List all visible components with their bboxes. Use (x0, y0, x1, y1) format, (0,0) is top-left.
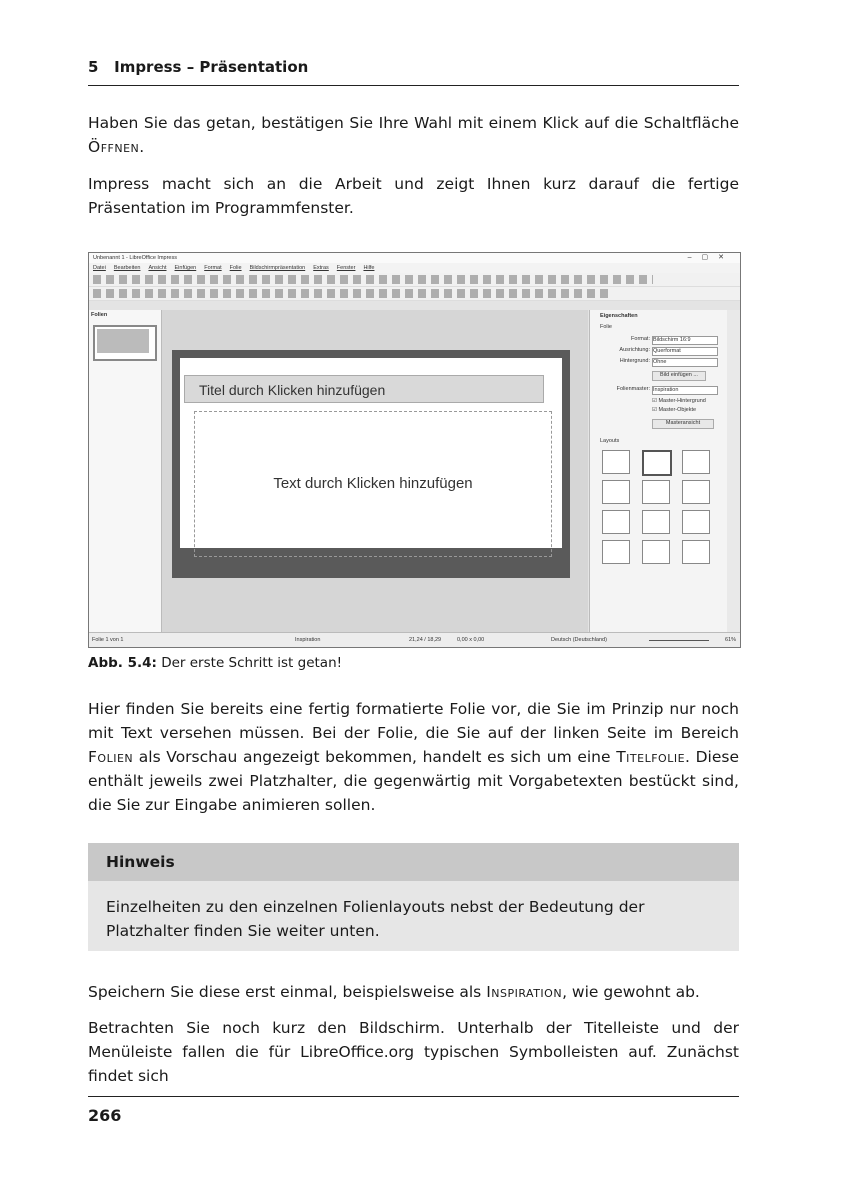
layout-centered-text[interactable] (682, 480, 710, 504)
term-titelfolie: Titelfolie (616, 748, 686, 766)
figure-caption (88, 655, 342, 671)
paragraph-intro-2: Impress macht sich an die Arbeit und zeigt Ihnen kurz darauf die fertige Präsentation im Programmfenster. (88, 175, 739, 217)
status-bar (89, 632, 740, 648)
term-inspiration: Inspiration (486, 983, 563, 1001)
status-position: 21,24 / 18,29 (409, 637, 442, 643)
layout-6content[interactable] (682, 540, 710, 564)
insert-image-button[interactable]: Bild einfügen ... (652, 371, 706, 381)
status-slide-count: Folie 1 von 1 (92, 637, 124, 643)
slide-editor (162, 310, 588, 632)
caption-text: Der erste Schritt ist getan! (156, 655, 343, 671)
menu-item-5[interactable]: Folie (229, 265, 242, 271)
layout-content-over[interactable] (602, 540, 630, 564)
menu-item-6[interactable]: Bildschirmpräsentation (249, 265, 306, 271)
page-number: 266 (88, 1106, 122, 1125)
paragraph-body-1: Hier finden Sie bereits eine fertig formatierte Folie vor, die Sie im Prinzip nur noch mit Text versehen müssen. Bei der Folie, die Sie auf der linken Seite im Bereich Folien als Vorschau angezeigt bekommen, handelt es sich um eine Titelfolie. Diese enthält jeweils zwei Platzhalter, die gegenwärtig mit Vorgabetexten bestückt sind, die Sie zur Eingabe animieren sollen. (88, 700, 739, 814)
menu-item-0[interactable]: Datei (93, 265, 106, 271)
toolbar-standard (89, 273, 740, 287)
term-folien: Folien (88, 748, 134, 766)
term-oeffnen: Öffnen (88, 138, 140, 156)
paragraph-body-3: Betrachten Sie noch kurz den Bildschirm. Unterhalb der Titelleiste und der Menüleiste fallen die für LibreOffice.org typischen Symbolleisten auf. Zunächst findet sich (88, 1019, 739, 1085)
background-label: Hintergrund: (619, 358, 650, 364)
layout-2-content[interactable] (682, 510, 710, 534)
background-select[interactable]: Ohne (652, 358, 718, 367)
paragraph-intro-1: Haben Sie das getan, bestätigen Sie Ihre Wahl mit einem Klick auf die Schaltfläche Öffnen. (88, 114, 739, 156)
menu-bar (89, 263, 740, 273)
window-titlebar (89, 253, 740, 263)
running-header (88, 58, 308, 76)
master-background-checkbox[interactable]: ☑ Master-Hintergrund (652, 398, 706, 404)
window-controls[interactable]: –▢✕ (687, 254, 734, 261)
figure-screenshot (88, 252, 741, 648)
master-select[interactable]: Inspiration (652, 386, 718, 395)
orientation-select[interactable]: Querformat (652, 347, 718, 356)
menu-item-3[interactable]: Einfügen (174, 265, 197, 271)
paragraph-body-2: Speichern Sie diese erst einmal, beispielsweise als Inspiration, wie gewohnt ab. (88, 983, 700, 1001)
layout-2content[interactable] (602, 510, 630, 534)
sidebar-tabbar[interactable] (727, 310, 740, 632)
master-label: Folienmaster: (616, 386, 650, 392)
toolbar-drawing (89, 287, 740, 301)
master-view-button[interactable]: Masteransicht (652, 419, 714, 429)
title-placeholder[interactable]: Titel durch Klicken hinzufügen (184, 375, 544, 403)
status-language: Deutsch (Deutschland) (551, 637, 607, 643)
slide-canvas (180, 358, 562, 548)
layout-title-only-top[interactable] (642, 480, 670, 504)
note-text: Einzelheiten zu den einzelnen Folienlayouts nebst der Bedeutung der Platzhalter finden Sie weiter unten. (106, 898, 645, 940)
toolbar-icons[interactable] (93, 289, 613, 298)
slides-pane-title: Folien (91, 312, 108, 318)
note-heading: Hinweis (88, 843, 739, 881)
menu-item-4[interactable]: Format (204, 265, 222, 271)
menu-item-9[interactable]: Hilfe (363, 265, 375, 271)
menu-items (93, 265, 382, 271)
menu-item-8[interactable]: Fenster (336, 265, 356, 271)
header-rule (88, 85, 739, 86)
orientation-label: Ausrichtung: (619, 347, 650, 353)
format-select[interactable]: Bildschirm 16:9 (652, 336, 718, 345)
sidebar-title: Eigenschaften (600, 313, 638, 319)
status-size: 0,00 x 0,00 (457, 637, 485, 643)
layout-title-only[interactable] (682, 450, 710, 474)
window-title: Unbenannt 1 - LibreOffice Impress (93, 255, 177, 261)
section-slide: Folie (600, 324, 612, 330)
layout-content-2[interactable] (642, 510, 670, 534)
chapter-title: Impress – Präsentation (114, 58, 309, 76)
menu-item-1[interactable]: Bearbeiten (113, 265, 141, 271)
status-zoom: 61% (725, 637, 737, 643)
text-placeholder[interactable]: Text durch Klicken hinzufügen (194, 411, 552, 557)
layout-title-2content[interactable] (602, 480, 630, 504)
menu-item-2[interactable]: Ansicht (148, 265, 167, 271)
layout-blank[interactable] (602, 450, 630, 474)
slide-frame (172, 350, 570, 578)
chapter-number: 5 (88, 58, 99, 76)
layout-title-content[interactable] (642, 450, 672, 476)
toolbar-icons[interactable] (93, 275, 653, 284)
footer-rule (88, 1096, 739, 1097)
layout-4content[interactable] (642, 540, 670, 564)
properties-sidebar (589, 310, 728, 632)
zoom-slider[interactable] (649, 640, 709, 641)
slide-thumbnail[interactable] (93, 325, 157, 361)
note-box (88, 843, 739, 951)
slides-pane (89, 310, 162, 632)
caption-label: Abb. 5.4: (88, 655, 157, 671)
format-label: Format: (631, 336, 650, 342)
menu-item-7[interactable]: Extras (313, 265, 329, 271)
master-objects-checkbox[interactable]: ☑ Master-Objekte (652, 407, 697, 413)
status-master: Inspiration (295, 637, 321, 643)
section-layouts: Layouts (600, 438, 620, 444)
